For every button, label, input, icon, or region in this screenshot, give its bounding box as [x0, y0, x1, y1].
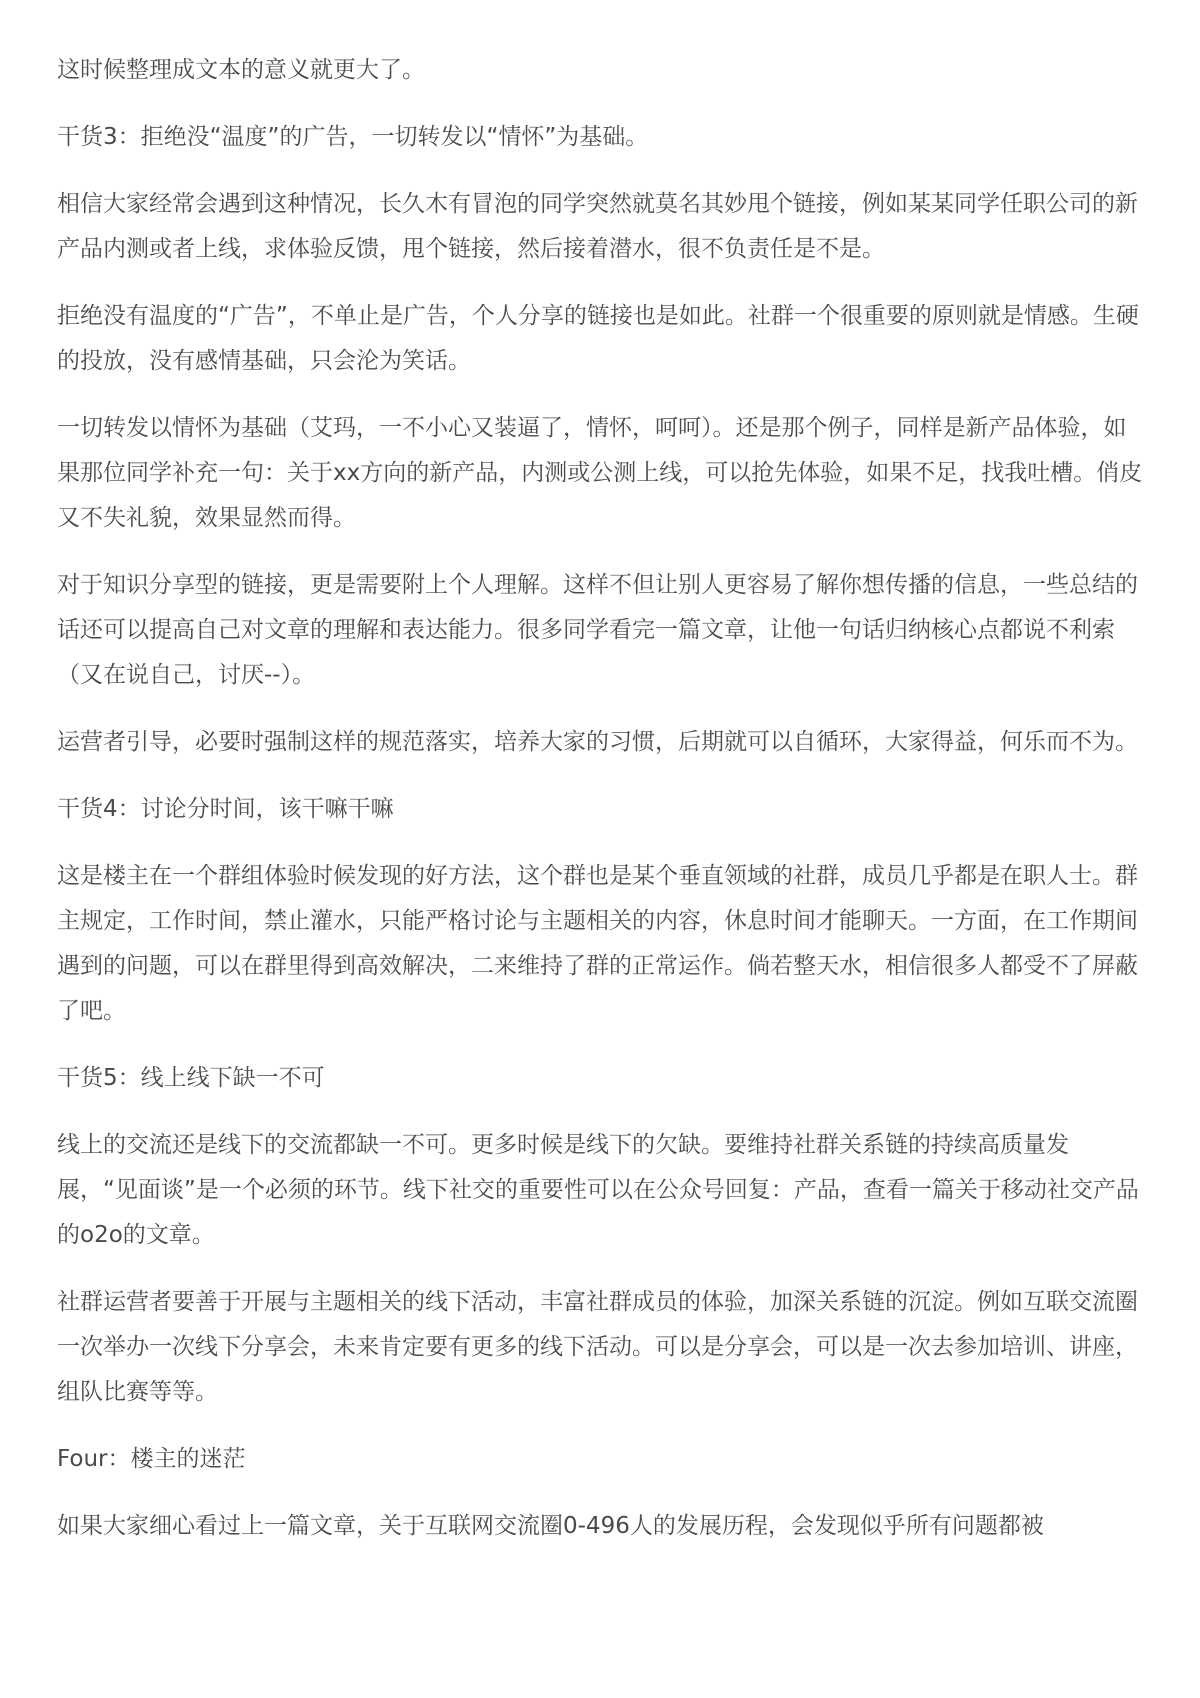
paragraph: 如果大家细心看过上一篇文章，关于互联网交流圈0-496人的发展历程，会发现似乎所有问题都被 [57, 1513, 1044, 1539]
paragraph-intro: 这时候整理成文本的意义就更大了。 [57, 57, 425, 83]
paragraph: 运营者引导，必要时强制这样的规范落实，培养大家的习惯，后期就可以自循环，大家得益，何乐而不为。 [57, 729, 1138, 755]
section-heading-four: Four：楼主的迷茫 [57, 1446, 246, 1472]
paragraph: 对于知识分享型的链接，更是需要附上个人理解。这样不但让别人更容易了解你想传播的信息，一些总结的话还可以提高自己对文章的理解和表达能力。很多同学看完一篇文章，让他一句话归纳核心点都说不利索（又在说自己，讨厌--）。 [57, 572, 1138, 688]
paragraph: 社群运营者要善于开展与主题相关的线下活动，丰富社群成员的体验，加深关系链的沉淀。例如互联交流圈一次举办一次线下分享会，未来肯定要有更多的线下活动。可以是分享会，可以是一次去参加培训、讲座，组队比赛等等。 [57, 1289, 1138, 1405]
paragraph: 这是楼主在一个群组体验时候发现的好方法，这个群也是某个垂直领域的社群，成员几乎都是在职人士。群主规定，工作时间，禁止灌水，只能严格讨论与主题相关的内容，休息时间才能聊天。一方面，在工作期间遇到的问题，可以在群里得到高效解决，二来维持了群的正常运作。倘若整天水，相信很多人都受不了屏蔽了吧。 [57, 863, 1138, 1024]
paragraph: 线上的交流还是线下的交流都缺一不可。更多时候是线下的欠缺。要维持社群关系链的持续高质量发展，“见面谈”是一个必须的环节。线下社交的重要性可以在公众号回复：产品，查看一篇关于移动社交产品的o2o的文章。 [57, 1132, 1139, 1248]
section-heading-tip-5: 干货5：线上线下缺一不可 [57, 1065, 325, 1091]
paragraph: 一切转发以情怀为基础（艾玛，一不小心又装逼了，情怀，呵呵）。还是那个例子，同样是新产品体验，如果那位同学补充一句：关于xx方向的新产品，内测或公测上线，可以抢先体验，如果不足，找我吐槽。俏皮又不失礼貌，效果显然而得。 [57, 415, 1143, 531]
section-heading-tip-4: 干货4：讨论分时间，该干嘛干嘛 [57, 796, 394, 822]
article-body [57, 48, 1143, 1571]
paragraph: 相信大家经常会遇到这种情况，长久木有冒泡的同学突然就莫名其妙甩个链接，例如某某同学任职公司的新产品内测或者上线，求体验反馈，甩个链接，然后接着潜水，很不负责任是不是。 [57, 191, 1138, 262]
paragraph: 拒绝没有温度的“广告”，不单止是广告，个人分享的链接也是如此。社群一个很重要的原则就是情感。生硬的投放，没有感情基础，只会沦为笑话。 [57, 303, 1139, 374]
section-heading-tip-3: 干货3：拒绝没“温度”的广告，一切转发以“情怀”为基础。 [57, 124, 649, 150]
